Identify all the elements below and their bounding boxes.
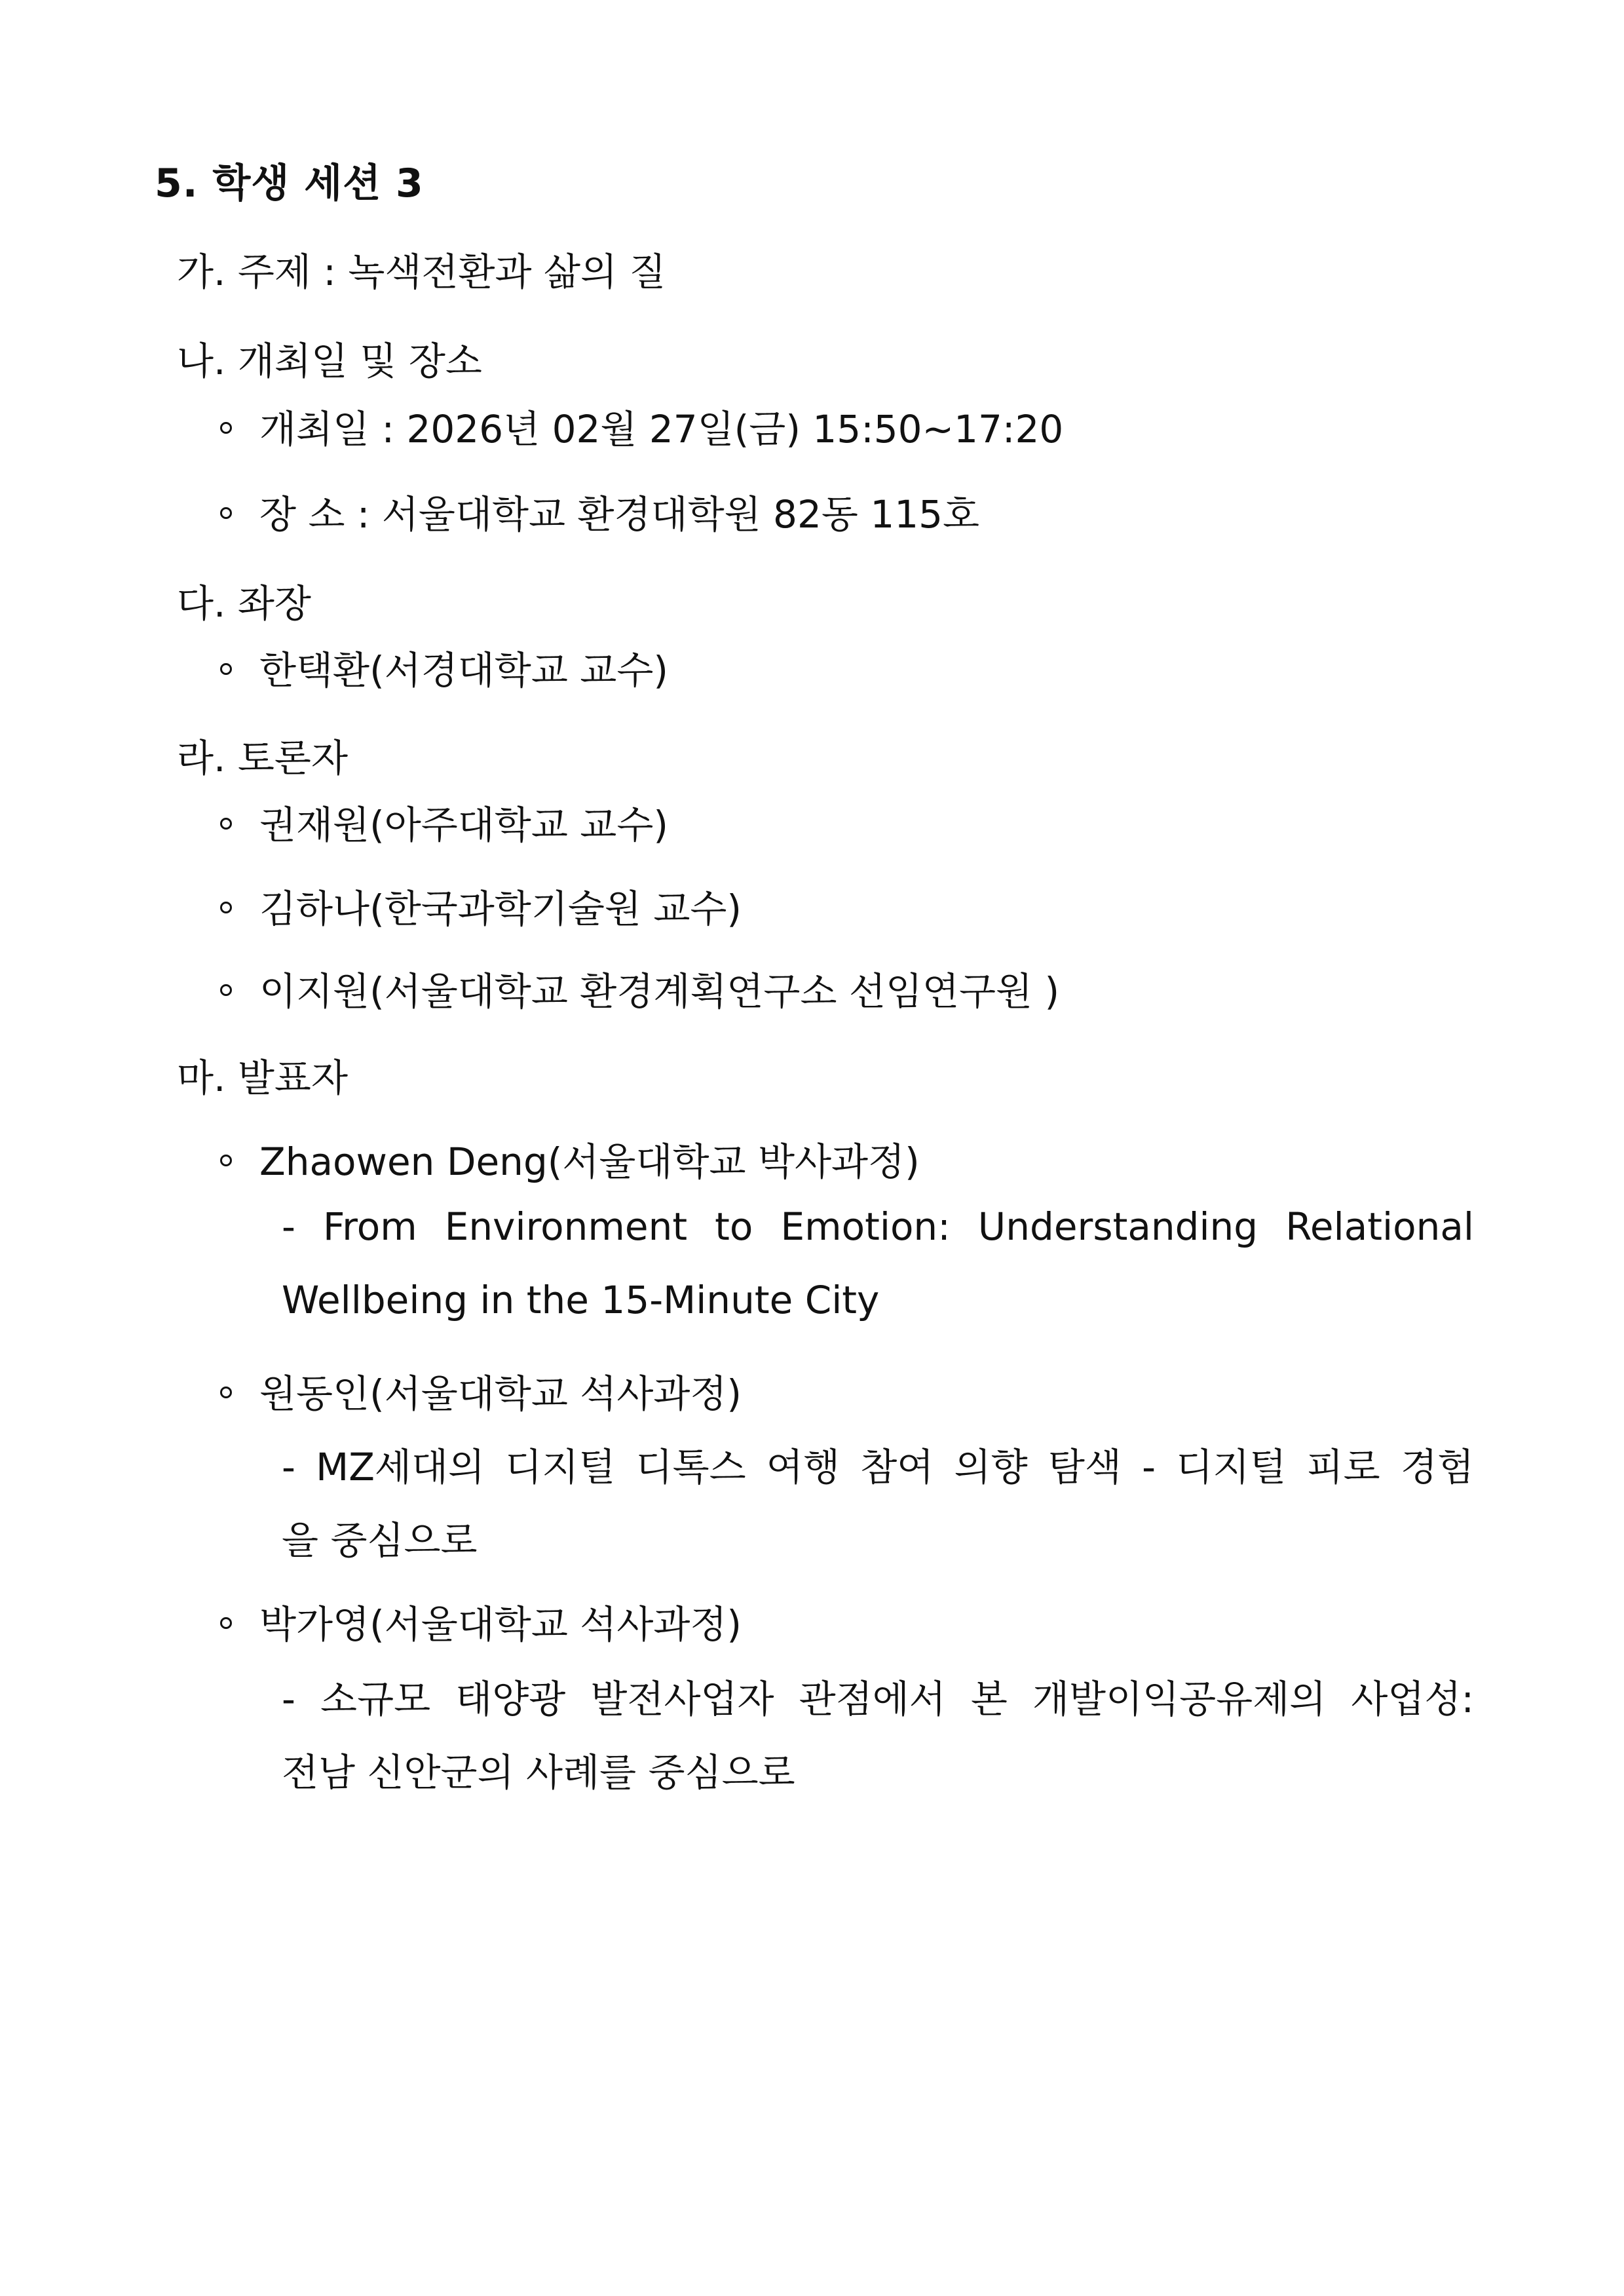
discussant-item <box>220 794 668 849</box>
discussant-name: 김하나(한국과학기술원 교수) <box>259 887 742 931</box>
presenter-name: Zhaowen Deng(서울대학교 박사과정) <box>259 1139 920 1184</box>
bullet-dot <box>220 507 232 519</box>
presentation-title-line: Wellbeing in the 15-Minute City <box>282 1278 880 1322</box>
presentation-title-line: 을 중심으로 <box>282 1518 478 1563</box>
chair-heading: 다. 좌장 <box>177 581 311 626</box>
presenters-heading: 마. 발표자 <box>177 1056 348 1100</box>
discussant-name: 이지원(서울대학교 환경계획연구소 선임연구원 ) <box>259 969 1060 1014</box>
presentation-title-line: 전남 신안군의 사례를 중심으로 <box>282 1750 795 1795</box>
presenter-name: 박가영(서울대학교 석사과정) <box>259 1602 742 1647</box>
discussant-item <box>220 878 742 933</box>
chair-item <box>220 640 668 695</box>
presenter-item <box>220 1594 742 1649</box>
discussants-heading: 라. 토론자 <box>177 736 348 780</box>
bullet-dot <box>220 984 232 996</box>
place-item <box>220 484 979 539</box>
bullet-dot <box>220 1387 232 1398</box>
schedule-heading: 나. 개최일 및 장소 <box>177 339 482 383</box>
bullet-dot <box>220 663 232 675</box>
bullet-dot <box>220 1155 232 1166</box>
chair-name: 한택환(서경대학교 교수) <box>259 648 668 693</box>
presentation-title-line: - From Environment to Emotion: Understanding Relational <box>282 1204 1474 1249</box>
presentation-title-line: - MZ세대의 디지털 디톡스 여행 참여 의향 탐색 - 디지털 피로 경험 <box>282 1445 1474 1489</box>
topic-line: 가. 주제 : 녹색전환과 삶의 질 <box>177 250 666 294</box>
presentation-title-line: - 소규모 태양광 발전사업자 관점에서 본 개발이익공유제의 사업성: <box>282 1677 1474 1721</box>
presenter-item <box>220 1131 920 1186</box>
bullet-dot <box>220 902 232 913</box>
bullet-dot <box>220 422 232 434</box>
presenter-item <box>220 1363 742 1418</box>
section-title: 5. 학생 세션 3 <box>155 161 424 206</box>
bullet-dot <box>220 1617 232 1629</box>
discussant-item <box>220 961 1059 1016</box>
discussant-name: 권재원(아주대학교 교수) <box>259 803 668 847</box>
date-text: 개최일 : 2026년 02월 27일(금) 15:50~17:20 <box>259 407 1064 451</box>
date-item <box>220 398 1063 453</box>
place-text: 장 소 : 서울대학교 환경대학원 82동 115호 <box>259 492 980 537</box>
bullet-dot <box>220 818 232 830</box>
presenter-name: 원동인(서울대학교 석사과정) <box>259 1371 742 1416</box>
